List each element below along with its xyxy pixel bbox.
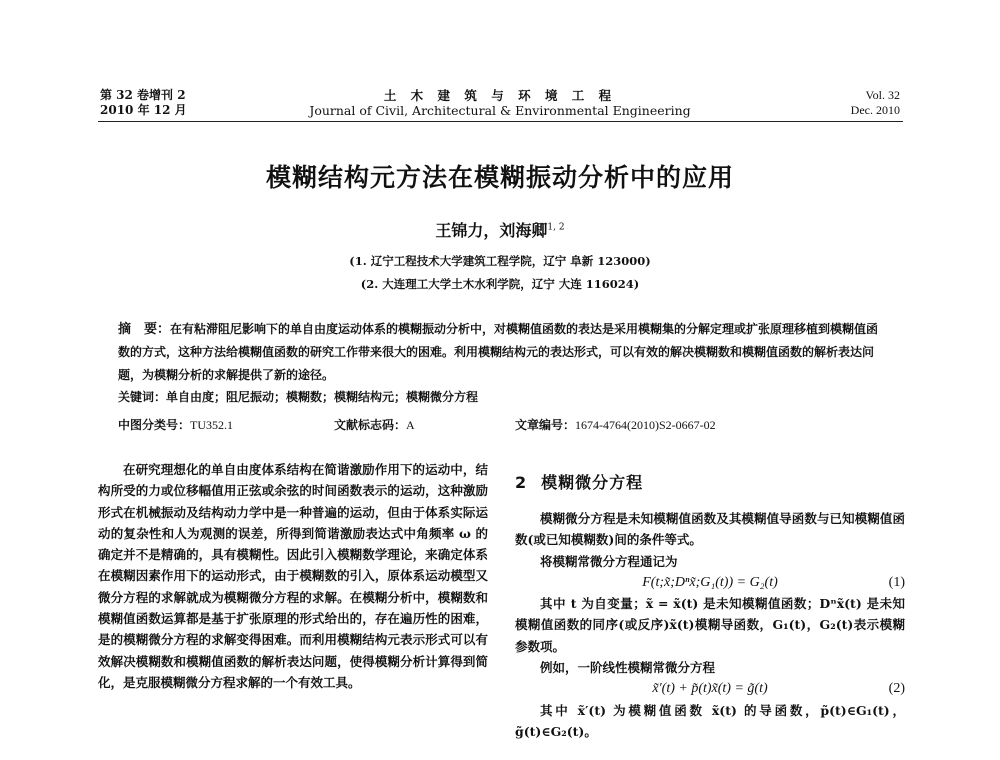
equation-1-number: (1) bbox=[888, 574, 905, 590]
paragraph-example: 例如，一阶线性模糊常微分方程 bbox=[540, 660, 716, 676]
doc-code-value: A bbox=[406, 418, 415, 432]
intro-paragraph: 在研究理想化的单自由度体系结构在简谐激励作用下的运动中，结构所受的力或位移幅值用正弦或余弦的时间函数表示的运动，这种激励形式在机械振动及结构动力学中是一种普遍的运动，但由于体系实际运动的复杂性和人为观测的误差，所得到简谐激励表达式中角频率 ω 的确定并不是精确的，具有模糊性。因此引入模糊数学理论，来确定体系在模糊因素作用下的运动形式，由于模糊数的引入，原体系运动模型又微分方程的求解就成为模糊微分方程的求解。在模糊分析中，模糊数和模糊值函数运算都是基于扩张原理的形式给出的，存在遍历性的困难，是的模糊微分方程的求解变得困难。而利用模糊结构元表示形式可以有效解决模糊数和模糊值函数的解析表达问题，使得模糊分析计算得到简化，是克服模糊微分方程求解的一个有效工具。 bbox=[98, 462, 488, 690]
section-number: 2 bbox=[515, 473, 528, 492]
keywords bbox=[118, 388, 478, 405]
section-heading bbox=[515, 470, 643, 493]
section-title: 模糊微分方程 bbox=[541, 473, 644, 492]
affiliation-1: (1. 辽宁工程技术大学建筑工程学院，辽宁 阜新 123000) bbox=[349, 254, 651, 268]
equation-1 bbox=[515, 572, 905, 593]
clc-value: TU352.1 bbox=[190, 418, 234, 432]
journal-volume-en bbox=[800, 88, 900, 118]
abstract bbox=[118, 318, 883, 387]
journal-name-en: Journal of Civil, Architectural & Environmental Engineering bbox=[309, 103, 691, 118]
keywords-text: 单自由度；阻尼振动；模糊数；模糊结构元；模糊微分方程 bbox=[166, 390, 479, 404]
paragraph-definition: 模糊微分方程是未知模糊值函数及其模糊值导函数与已知模糊值函数(或已知模糊数)间的条件等式。 bbox=[515, 511, 905, 548]
paragraph-derivative: 其中 x̃′(t) 为模糊值函数 x̃(t) 的导函数，p̃(t)∈G₁(t)，g̃(t)∈G₂(t)。 bbox=[515, 702, 905, 739]
header-rule bbox=[98, 121, 903, 122]
keywords-label: 关键词： bbox=[118, 390, 167, 404]
date-en: Dec. 2010 bbox=[850, 103, 900, 117]
author-affiliation-marks: 1, 2 bbox=[547, 222, 565, 233]
left-column bbox=[98, 459, 488, 693]
abstract-label: 摘 要： bbox=[118, 322, 171, 337]
equation-2-body: x̃′(t) + p̃(t)x̃(t) = g̃(t) bbox=[652, 681, 768, 697]
volume-issue: 第 32 卷增刊 2 bbox=[100, 88, 186, 102]
affiliation-2: (2. 大连理工大学土木水利学院，辽宁 大连 116024) bbox=[360, 277, 640, 291]
article-number-label: 文章编号： bbox=[515, 418, 576, 432]
clc-number bbox=[118, 416, 233, 433]
clc-label: 中图分类号： bbox=[118, 418, 191, 432]
publication-date-cn: 2010 年 12 月 bbox=[100, 103, 187, 117]
doc-code-label: 文献标志码： bbox=[334, 418, 407, 432]
volume-en: Vol. 32 bbox=[865, 88, 900, 102]
paragraph-notation: 将模糊常微分方程通记为 bbox=[540, 553, 678, 569]
paragraph-variables: 其中 t 为自变量；x̃ = x̃(t) 是未知模糊值函数；Dⁿx̃(t) 是未知模糊值函数的同序(或反序)x̃(t)模糊导函数，G₁(t)，G₂(t)表示模糊参数项。 bbox=[515, 596, 905, 654]
equation-2 bbox=[515, 678, 905, 699]
equation-2-number: (2) bbox=[888, 681, 905, 697]
article-number bbox=[515, 416, 716, 433]
journal-name-cn: 土 木 建 筑 与 环 境 工 程 bbox=[383, 88, 617, 103]
author-names: 王锦力，刘海卿 bbox=[435, 221, 548, 240]
abstract-text: 在有粘滞阻尼影响下的单自由度运动体系的模糊振动分析中，对模糊值函数的表达是采用模糊集的分解定理或扩张原理移植到模糊值函数的方式，这种方法给模糊值函数的研究工作带来很大的困难。利用模糊结构元的表达形式，可以有效的解决模糊数和模糊值函数的解析表达问题，为模糊分析的求解提供了新的途径。 bbox=[118, 322, 879, 382]
equation-1-body: F(t;x̃;Dⁿx̃;G₁(t)) = G₂(t) bbox=[642, 574, 778, 590]
paper-title: 模糊结构元方法在模糊振动分析中的应用 bbox=[265, 163, 734, 192]
right-column bbox=[515, 508, 905, 742]
document-code bbox=[334, 416, 415, 433]
authors bbox=[0, 218, 1000, 241]
article-number-value: 1674-4764(2010)S2-0667-02 bbox=[575, 418, 716, 432]
